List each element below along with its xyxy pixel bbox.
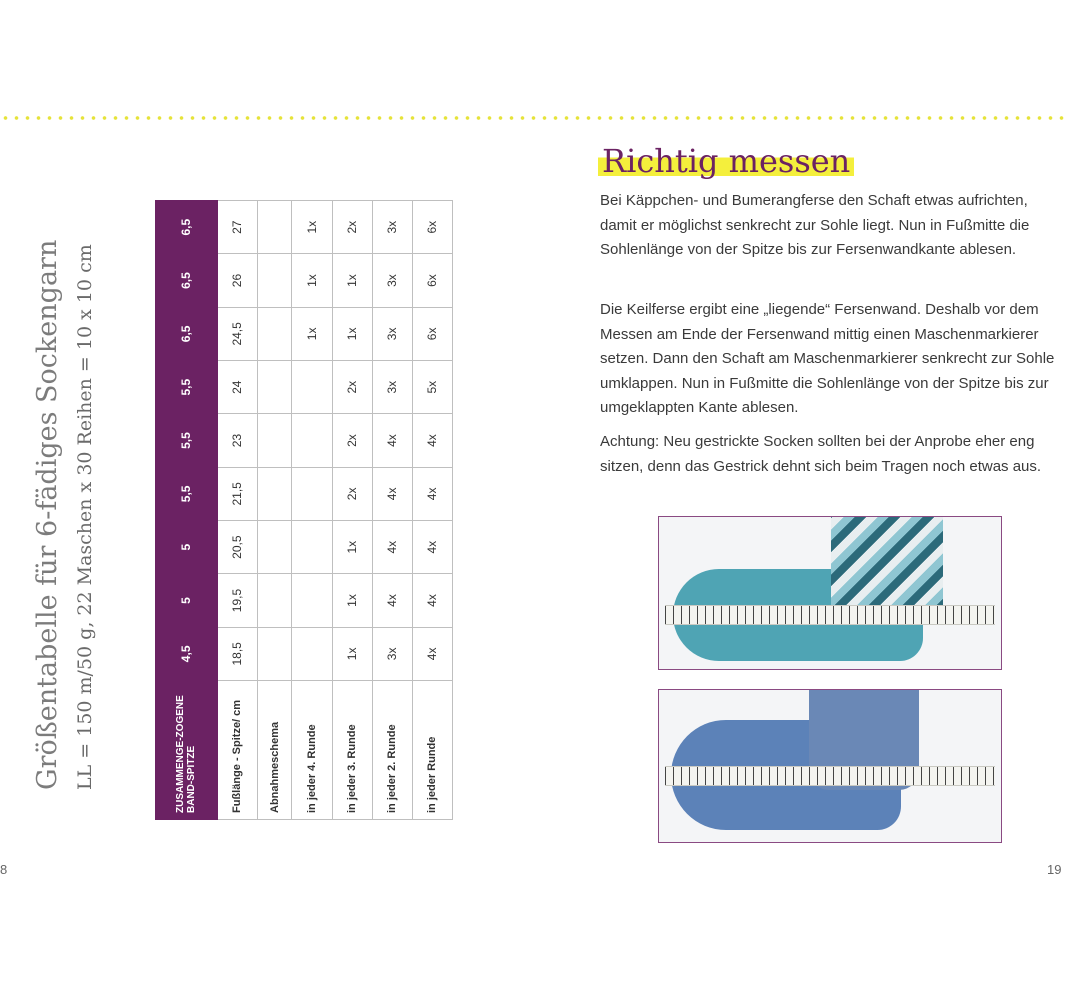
paragraph: Achtung: Neu gestrickte Socken sollten bei der Anprobe eher eng sitzen, denn das Gestrick dehnt sich beim Tragen noch etwas aus. <box>600 433 1042 475</box>
table-cell <box>292 627 332 680</box>
table-cell: 20,5 <box>217 521 257 574</box>
header-cell: 5,5 <box>156 467 218 520</box>
table-cell: 24,5 <box>217 307 257 360</box>
size-table <box>155 200 453 820</box>
table-row <box>217 201 257 820</box>
sock-measure-photo <box>658 689 1002 843</box>
table-row <box>257 201 292 820</box>
table-cell <box>257 467 292 520</box>
size-table-title <box>30 200 102 790</box>
table-cell: 4x <box>412 574 452 627</box>
row-label: Abnahmeschema <box>257 681 292 820</box>
table-cell: 1x <box>332 307 372 360</box>
table-cell: 4x <box>412 467 452 520</box>
table-cell: 2x <box>332 201 372 254</box>
table-cell <box>292 574 332 627</box>
table-cell <box>292 467 332 520</box>
measuring-tape <box>665 605 995 625</box>
table-cell: 1x <box>332 627 372 680</box>
page-number-right: 19 <box>1047 862 1062 877</box>
table-cell: 4x <box>412 521 452 574</box>
paragraph: Bei Käppchen- und Bumerangferse den Schaft etwas aufrichten, damit er möglichst senkrecht zur Sohle liegt. Nun in Fußmitte die Sohlenlänge von der Spitze bis zur Fersenwandkante ablesen. <box>600 192 1030 258</box>
table-cell: 4x <box>372 574 412 627</box>
table-cell: 1x <box>332 254 372 307</box>
table-cell <box>292 414 332 467</box>
table-cell: 1x <box>332 574 372 627</box>
header-cell: 6,5 <box>156 201 218 254</box>
header-cell: 5,5 <box>156 361 218 414</box>
table-cell: 23 <box>217 414 257 467</box>
table-cell: 2x <box>332 361 372 414</box>
table-cell: 4x <box>412 627 452 680</box>
row-label: in jeder 2. Runde <box>372 681 412 820</box>
table-cell: 5x <box>412 361 452 414</box>
yarn-spec-line: LL = 150 m/50 g, 22 Maschen x 30 Reihen = 10 x 10 cm <box>74 244 96 790</box>
table-cell: 4x <box>372 414 412 467</box>
table-cell: 6x <box>412 201 452 254</box>
table-cell: 1x <box>292 201 332 254</box>
table-cell <box>257 521 292 574</box>
table-cell: 1x <box>332 521 372 574</box>
measuring-tape <box>665 766 995 786</box>
header-cell: 6,5 <box>156 307 218 360</box>
table-cell <box>257 574 292 627</box>
table-cell: 3x <box>372 307 412 360</box>
table-cell: 3x <box>372 201 412 254</box>
table-cell: 6x <box>412 307 452 360</box>
table-cell <box>257 201 292 254</box>
header-cell: 4,5 <box>156 627 218 680</box>
table-row <box>292 201 332 820</box>
table-cell: 3x <box>372 254 412 307</box>
table-cell <box>257 307 292 360</box>
header-cell: 5 <box>156 521 218 574</box>
sock-measure-photo <box>658 516 1002 670</box>
header-cell: 5,5 <box>156 414 218 467</box>
paragraph: Die Keilferse ergibt eine „liegende“ Fersenwand. Deshalb vor dem Messen am Ende der Fersenwand mittig einen Maschenmarkierer setzen. Dann den Schaft am Maschenmarkierer senkrecht zur Sohle umklappen. Nun in Fußmitte die Sohlenlänge von der Spitze bis zur umgeklappten Kante ablesen. <box>600 301 1055 416</box>
table-row <box>372 201 412 820</box>
table-cell: 18,5 <box>217 627 257 680</box>
table-cell <box>257 361 292 414</box>
table-cell: 2x <box>332 414 372 467</box>
table-cell: 24 <box>217 361 257 414</box>
table-cell <box>292 361 332 414</box>
row-label: Fußlänge - Spitze/ cm <box>217 681 257 820</box>
table-cell: 27 <box>217 201 257 254</box>
row-label: in jeder Runde <box>412 681 452 820</box>
title-line: Größentabelle für 6-fädiges Sockengarn <box>32 239 63 790</box>
table-header-row <box>156 201 218 820</box>
table-cell: 3x <box>372 627 412 680</box>
table-cell: 4x <box>412 414 452 467</box>
section-heading: Richtig messen <box>598 140 854 182</box>
table-cell: 3x <box>372 361 412 414</box>
table-cell: 2x <box>332 467 372 520</box>
table-cell: 19,5 <box>217 574 257 627</box>
table-cell: 1x <box>292 254 332 307</box>
dotted-rule <box>0 115 1070 121</box>
row-label: in jeder 3. Runde <box>332 681 372 820</box>
header-cell: 5 <box>156 574 218 627</box>
table-cell: 6x <box>412 254 452 307</box>
header-label: ZUSAMMENGE-ZOGENE BAND-SPITZE <box>156 681 218 820</box>
table-cell: 26 <box>217 254 257 307</box>
page-number-left: 8 <box>0 862 8 877</box>
table-cell: 1x <box>292 307 332 360</box>
table-cell <box>257 414 292 467</box>
row-label: in jeder 4. Runde <box>292 681 332 820</box>
table-cell: 4x <box>372 521 412 574</box>
table-cell: 21,5 <box>217 467 257 520</box>
table-row <box>412 201 452 820</box>
table-cell <box>257 627 292 680</box>
table-cell <box>292 521 332 574</box>
header-cell: 6,5 <box>156 254 218 307</box>
table-row <box>332 201 372 820</box>
table-cell <box>257 254 292 307</box>
table-cell: 4x <box>372 467 412 520</box>
